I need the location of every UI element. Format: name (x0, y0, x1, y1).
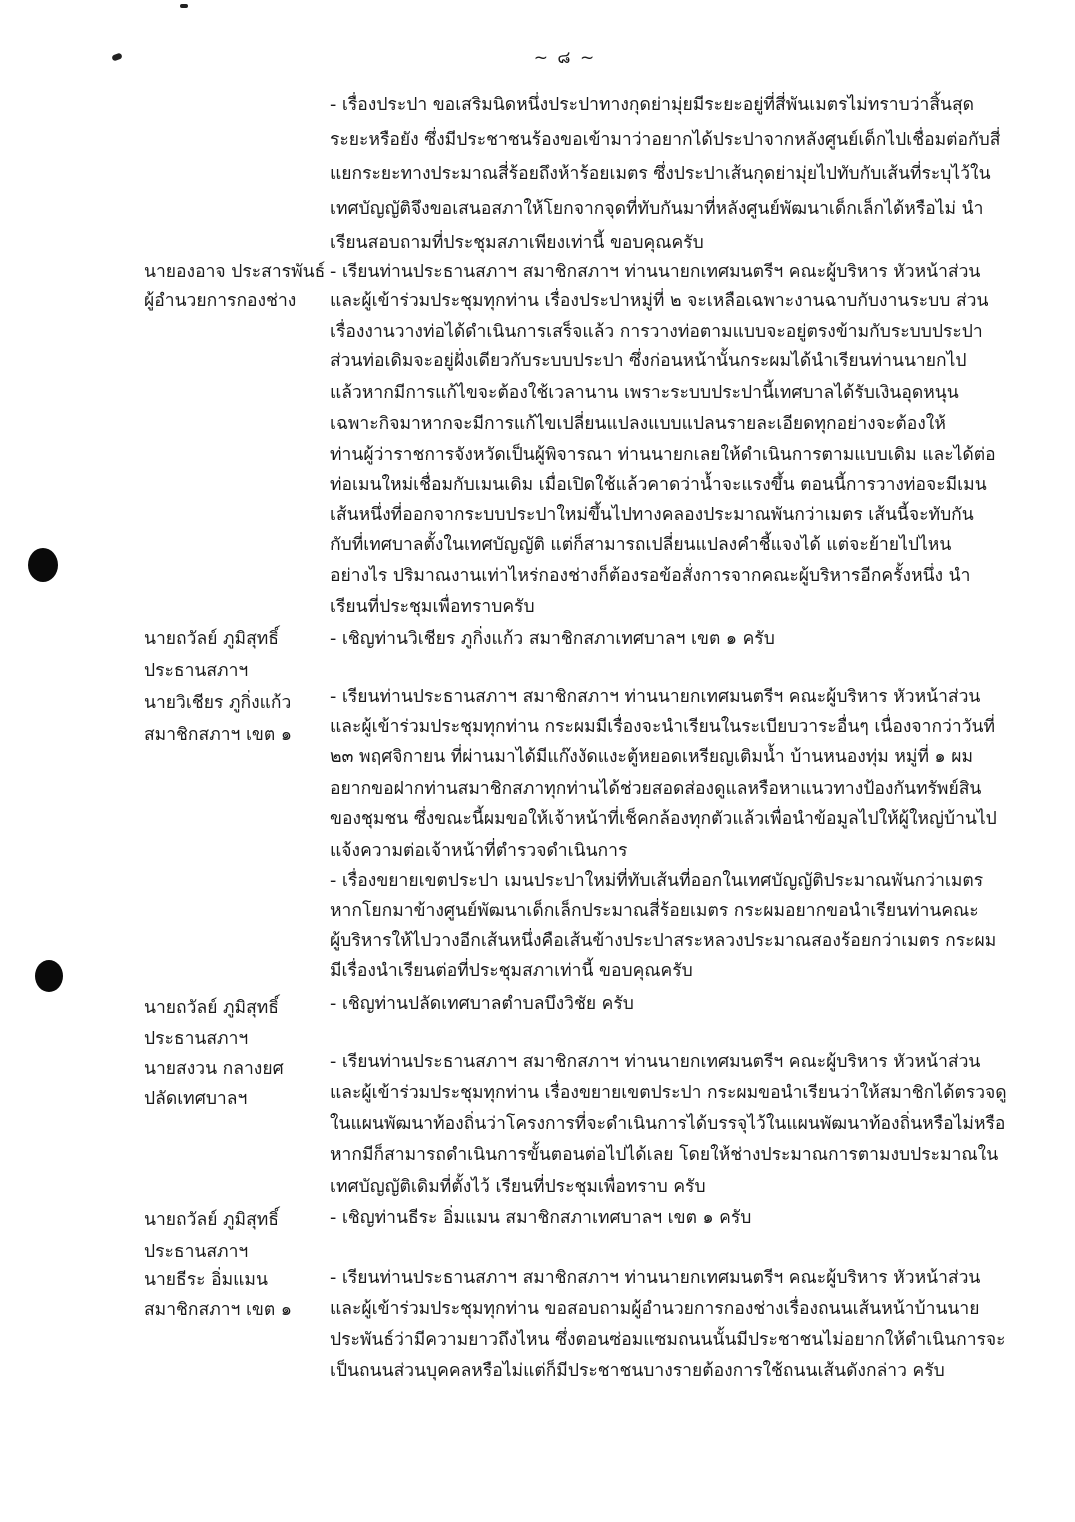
minutes-text-line: ท่อเมนใหม่เชื่อมกับเมนเดิม เมื่อเปิดใช้แล้วคาดว่าน้ำจะแรงขึ้น ตอนนี้การวางท่อจะมีเมน (330, 475, 987, 495)
speaker-label: นายถวัลย์ ภูมิสุทธิ์ (144, 1210, 279, 1230)
minutes-text-line: และผู้เข้าร่วมประชุมทุกท่าน เรื่องขยายเขตประปา กระผมขอนำเรียนว่าให้สมาชิกได้ตรวจดู (330, 1083, 1007, 1103)
minutes-text-line: - เรียนท่านประธานสภาฯ สมาชิกสภาฯ ท่านนายกเทศมนตรีฯ คณะผู้บริหาร หัวหน้าส่วน (330, 1052, 981, 1072)
page-number: ~ ๘ ~ (533, 48, 597, 68)
minutes-text-line: เฉพาะกิจมาหากจะมีการแก้ไขเปลี่ยนแปลงแบบแปลนรายละเอียดทุกอย่างจะต้องให้ (330, 414, 946, 434)
minutes-text-line: เรื่องงานวางท่อได้ดำเนินการเสร็จแล้ว การวางท่อตามแบบจะอยู่ตรงข้ามกับระบบประปา (330, 322, 983, 342)
speaker-label: สมาชิกสภาฯ เขต ๑ (144, 1300, 292, 1320)
minutes-text-line: เรียนสอบถามที่ประชุมสภาเพียงเท่านี้ ขอบคุณครับ (330, 233, 704, 253)
minutes-text-line: ส่วนท่อเดิมจะอยู่ฝั่งเดียวกับระบบประปา ซึ่งก่อนหน้านั้นกระผมได้นำเรียนท่านนายกไป (330, 351, 967, 371)
speaker-label: นายธีระ อิ่มแมน (144, 1270, 268, 1290)
minutes-text-line: แยกระยะทางประมาณสี่ร้อยถึงห้าร้อยเมตร ซึ่งประปาเส้นกุดย่ามุ่ยไปทับกับเส้นที่ระบุไว้ใน (330, 164, 991, 184)
minutes-text-line: ระยะหรือยัง ซึ่งมีประชาชนร้องขอเข้ามาว่าอยากได้ประปาจากหลังศูนย์เด็กไปเชื่อมต่อกับสี่ (330, 130, 1001, 150)
minutes-text-line: - เรียนท่านประธานสภาฯ สมาชิกสภาฯ ท่านนายกเทศมนตรีฯ คณะผู้บริหาร หัวหน้าส่วน (330, 687, 981, 707)
minutes-text-line: - เรื่องประปา ขอเสริมนิดหนึ่งประปาทางกุดย่ามุ่ยมีระยะอยู่ที่สี่พันเมตรไม่ทราบว่าสิ้นสุด (330, 95, 975, 115)
minutes-text-line: - เรียนท่านประธานสภาฯ สมาชิกสภาฯ ท่านนายกเทศมนตรีฯ คณะผู้บริหาร หัวหน้าส่วน (330, 1268, 981, 1288)
speaker-label: ผู้อำนวยการกองช่าง (144, 291, 297, 311)
minutes-text-line: ในแผนพัฒนาท้องถิ่นว่าโครงการที่จะดำเนินการได้บรรจุไว้ในแผนพัฒนาท้องถิ่นหรือไม่หรือ (330, 1114, 1006, 1134)
minutes-text-line: อย่างไร ปริมาณงานเท่าไหร่กองช่างก็ต้องรอข้อสั่งการจากคณะผู้บริหารอีกครั้งหนึ่ง นำ (330, 566, 971, 586)
minutes-text-line: แจ้งความต่อเจ้าหน้าที่ตำรวจดำเนินการ (330, 841, 628, 861)
speaker-label: ประธานสภาฯ (144, 661, 249, 681)
speaker-label: นายสงวน กลางยศ (144, 1059, 284, 1079)
minutes-text-line: ๒๓ พฤศจิกายน ที่ผ่านมาได้มีแก๊งงัดแงะตู้หยอดเหรียญเติมน้ำ บ้านหนองทุ่ม หมู่ที่ ๑ ผม (330, 747, 974, 767)
minutes-text-line: หากมีก็สามารถดำเนินการขั้นตอนต่อไปได้เลย โดยให้ช่างประมาณการตามงบประมาณใน (330, 1145, 999, 1165)
speaker-label: ประธานสภาฯ (144, 1029, 249, 1049)
speaker-label: ประธานสภาฯ (144, 1242, 249, 1262)
speaker-label: นายถวัลย์ ภูมิสุทธิ์ (144, 629, 279, 649)
minutes-text-line: เทศบัญญัติจึงขอเสนอสภาให้โยกจากจุดที่ทับกันมาที่หลังศูนย์พัฒนาเด็กเล็กได้หรือไม่ นำ (330, 199, 984, 219)
speaker-label: สมาชิกสภาฯ เขต ๑ (144, 725, 292, 745)
minutes-text-line: อยากขอฝากท่านสมาชิกสภาทุกท่านได้ช่วยสอดส่องดูแลหรือหาแนวทางป้องกันทรัพย์สิน (330, 779, 982, 799)
minutes-text-line: - เชิญท่านวิเชียร ภูกิ่งแก้ว สมาชิกสภาเทศบาลฯ เขต ๑ ครับ (330, 629, 775, 649)
minutes-text-line: เป็นถนนส่วนบุคคลหรือไม่แต่ก็มีประชาชนบางรายต้องการใช้ถนนเส้นดังกล่าว ครับ (330, 1361, 945, 1381)
speaker-label: นายถวัลย์ ภูมิสุทธิ์ (144, 998, 279, 1018)
minutes-text-line: แล้วหากมีการแก้ไขจะต้องใช้เวลานาน เพราะระบบประปานี้เทศบาลได้รับเงินอุดหนุน (330, 383, 959, 403)
minutes-text-line: และผู้เข้าร่วมประชุมทุกท่าน กระผมมีเรื่องจะนำเรียนในระเบียบวาระอื่นๆ เนื่องจากว่าวันที่ (330, 717, 996, 737)
speaker-label: นายวิเชียร ภูกิ่งแก้ว (144, 693, 292, 713)
punch-hole (35, 960, 63, 992)
speaker-label: นายองอาจ ประสารพันธ์ (144, 262, 326, 282)
minutes-text-line: ประพันธ์ว่ามีความยาวถึงไหน ซึ่งตอนซ่อมแซมถนนนั้นมีประชาชนไม่อยากให้ดำเนินการจะ (330, 1330, 1006, 1350)
minutes-text-line: - เชิญท่านปลัดเทศบาลตำบลบึงวิชัย ครับ (330, 994, 634, 1014)
punch-hole (28, 548, 58, 582)
minutes-text-line: ผู้บริหารให้ไปวางอีกเส้นหนึ่งคือเส้นข้างประปาสระหลวงประมาณสองร้อยกว่าเมตร กระผม (330, 931, 997, 951)
minutes-text-line: หากโยกมาข้างศูนย์พัฒนาเด็กเล็กประมาณสี่ร้อยเมตร กระผมอยากขอนำเรียนท่านคณะ (330, 901, 979, 921)
minutes-text-line: และผู้เข้าร่วมประชุมทุกท่าน ขอสอบถามผู้อำนวยการกองช่างเรื่องถนนเส้นหน้าบ้านนาย (330, 1299, 980, 1319)
minutes-text-line: เทศบัญญัติเดิมที่ตั้งไว้ เรียนที่ประชุมเพื่อทราบ ครับ (330, 1177, 706, 1197)
speaker-label: ปลัดเทศบาลฯ (144, 1089, 248, 1109)
minutes-text-line: เส้นหนึ่งที่ออกจากระบบประปาใหม่ขึ้นไปทางคลองประมาณพันกว่าเมตร เส้นนี้จะทับกัน (330, 505, 974, 525)
scan-mark (180, 4, 188, 8)
minutes-text-line: กับที่เทศบาลตั้งในเทศบัญญัติ แต่ก็สามารถเปลี่ยนแปลงคำชี้แจงได้ แต่จะย้ายไปไหน (330, 535, 952, 555)
minutes-text-line: - เชิญท่านธีระ อิ่มแมน สมาชิกสภาเทศบาลฯ เขต ๑ ครับ (330, 1208, 752, 1228)
minutes-text-line: - เรื่องขยายเขตประปา เมนประปาใหม่ที่ทับเส้นที่ออกในเทศบัญญัติประมาณพันกว่าเมตร (330, 871, 984, 891)
minutes-text-line: ท่านผู้ว่าราชการจังหวัดเป็นผู้พิจารณา ท่านนายกเลยให้ดำเนินการตามแบบเดิม และได้ต่อ (330, 445, 996, 465)
minutes-text-line: - เรียนท่านประธานสภาฯ สมาชิกสภาฯ ท่านนายกเทศมนตรีฯ คณะผู้บริหาร หัวหน้าส่วน (330, 262, 981, 282)
minutes-text-line: ของชุมชน ซึ่งขณะนี้ผมขอให้เจ้าหน้าที่เช็คกล้องทุกตัวแล้วเพื่อนำข้อมูลไปให้ผู้ใหญ่บ้านไป (330, 809, 997, 829)
minutes-text-line: มีเรื่องนำเรียนต่อที่ประชุมสภาเท่านี้ ขอบคุณครับ (330, 961, 693, 981)
minutes-text-line: และผู้เข้าร่วมประชุมทุกท่าน เรื่องประปาหมู่ที่ ๒ จะเหลือเฉพาะงานฉาบกับงานระบบ ส่วน (330, 291, 989, 311)
minutes-text-line: เรียนที่ประชุมเพื่อทราบครับ (330, 597, 535, 617)
